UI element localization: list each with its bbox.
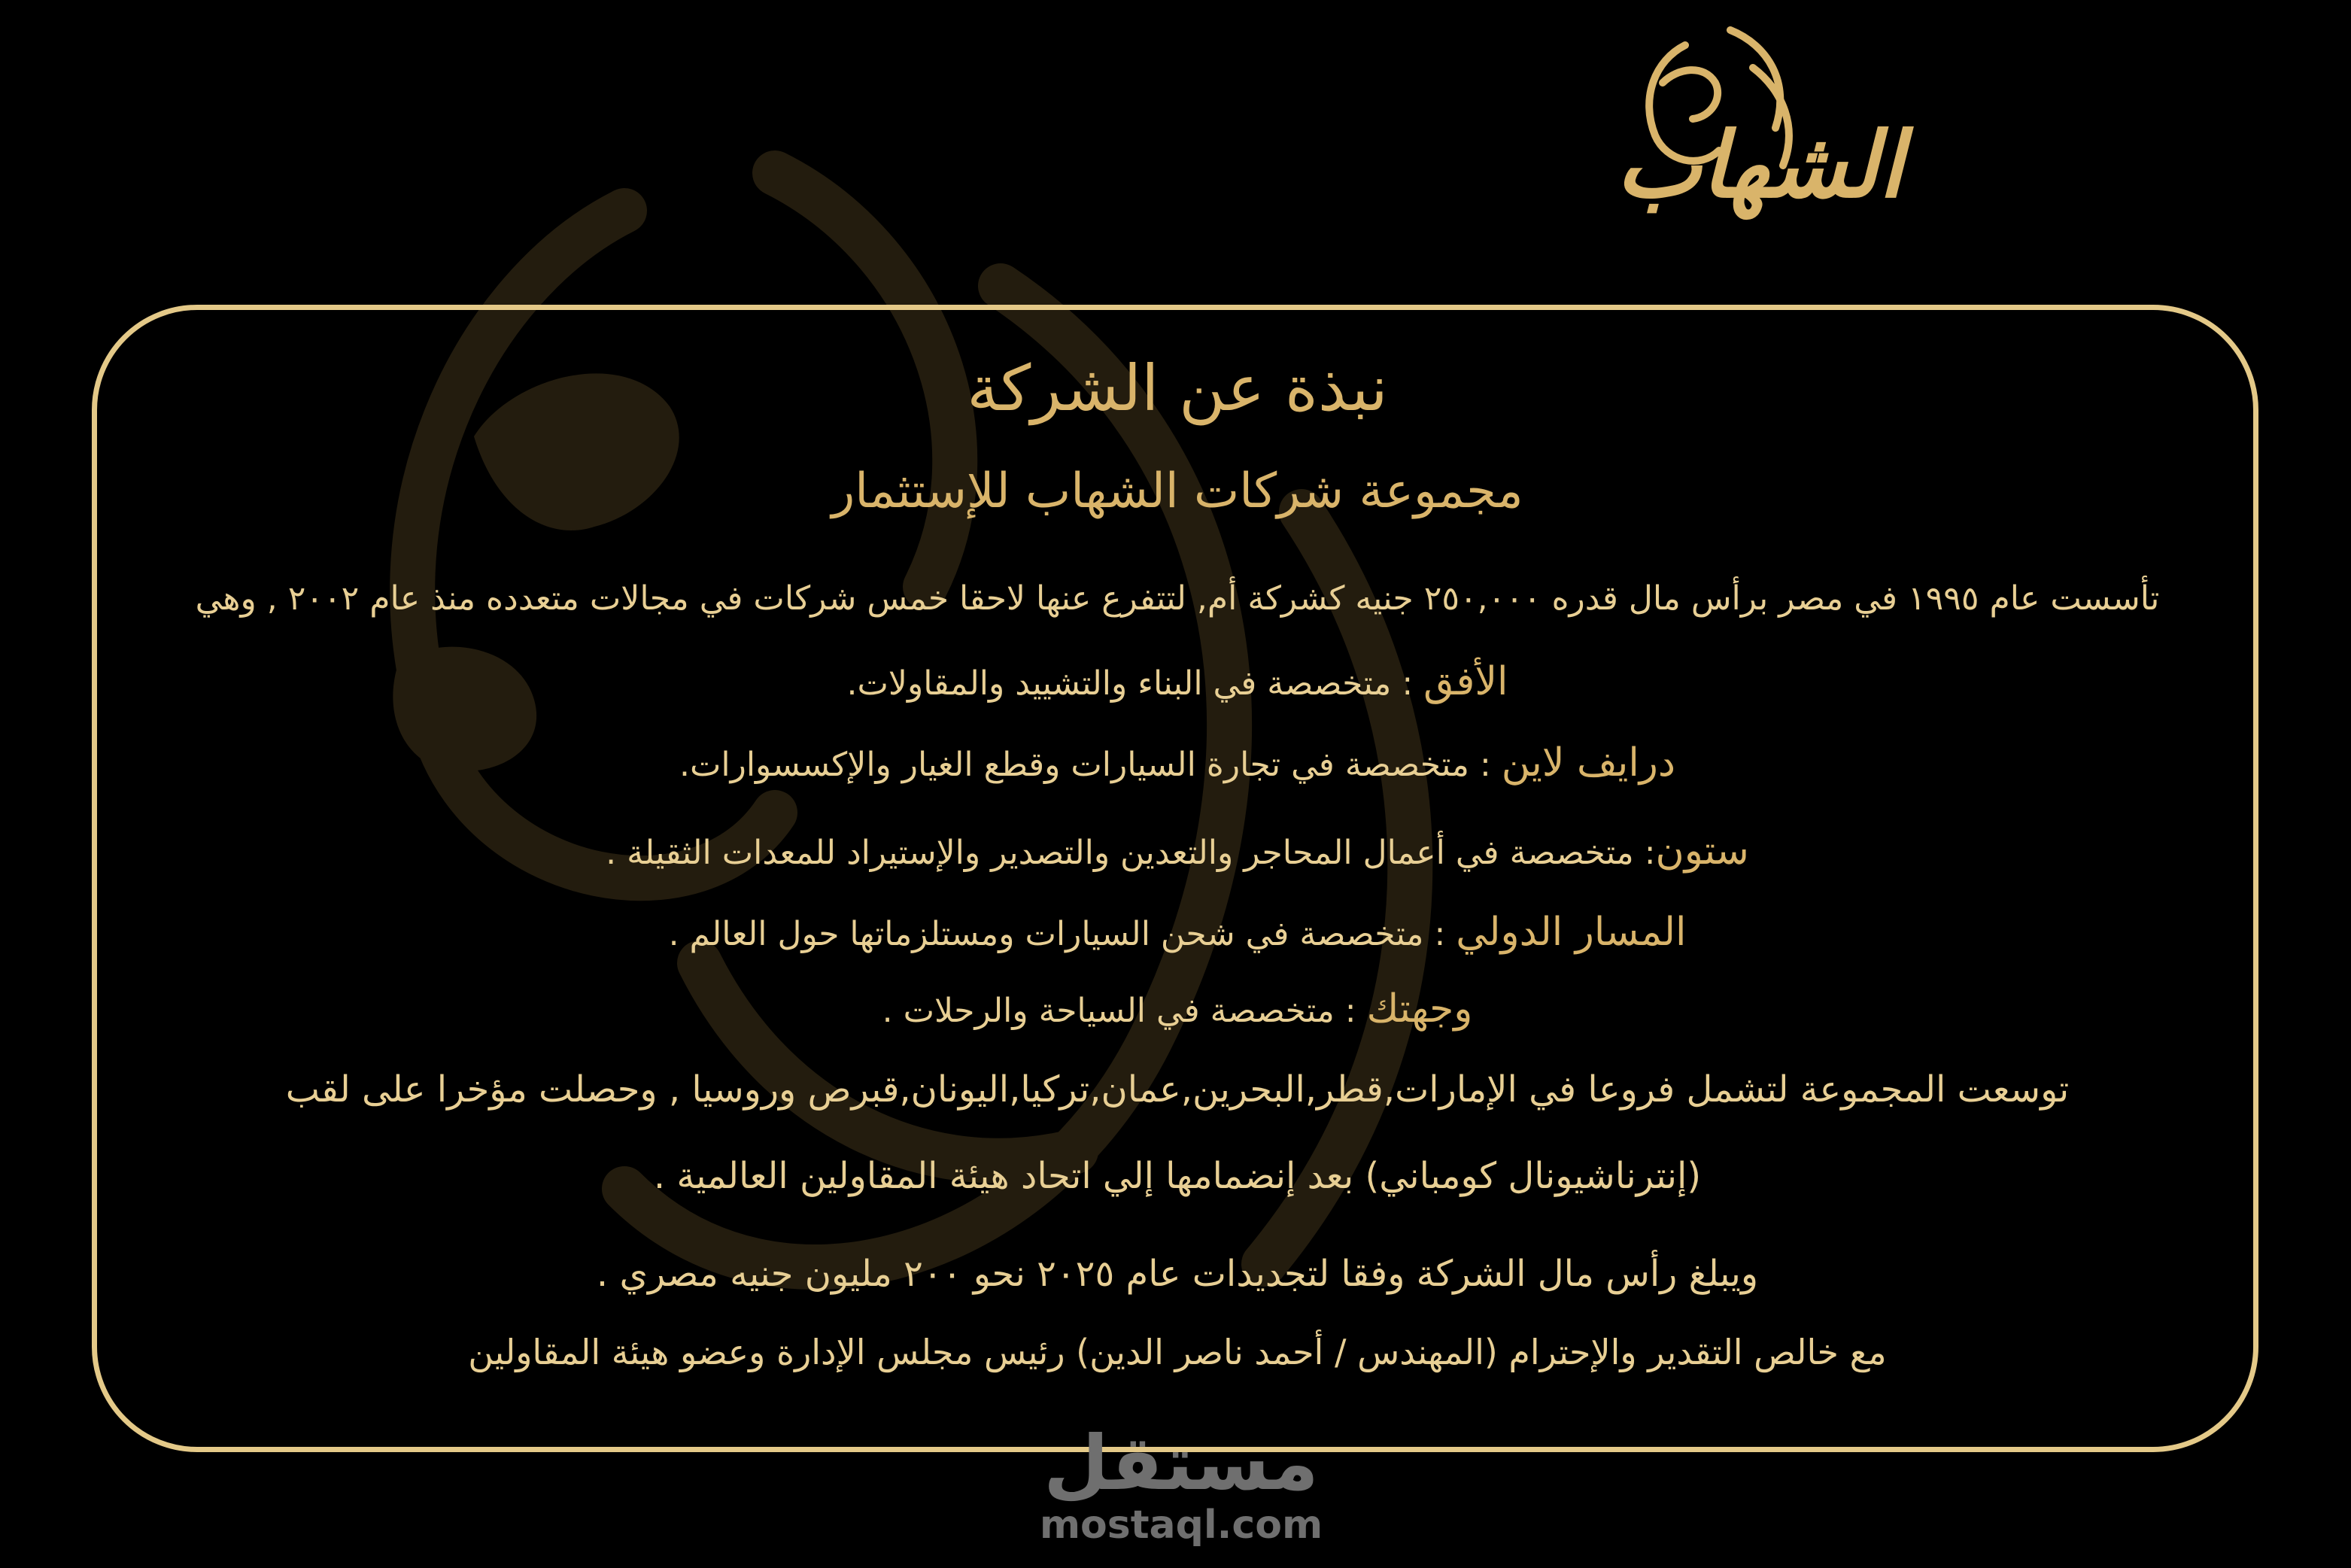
company-name: وجهتك: [1366, 986, 1473, 1032]
company-desc: : متخصصة في أعمال المحاجر والتعدين والتصدير والإستيراد للمعدات الثقيلة .: [606, 834, 1656, 872]
company-item-stone: [113, 828, 2242, 874]
company-desc: : متخصصة في تجارة السيارات وقطع الغيار والإكسسوارات.: [679, 746, 1502, 784]
mostaql-watermark: [1031, 1419, 1332, 1548]
closing-signature-text: مع خالص التقدير والإحترام (المهندس / أحمد ناصر الدين) رئيس مجلس الإدارة وعضو هيئة المقاولين: [468, 1332, 1887, 1372]
capital-text: ويبلغ رأس مال الشركة وفقا لتجديدات عام ٢٠٢٥ نحو ٢٠٠ مليون جنيه مصري .: [596, 1253, 1759, 1295]
company-item-wejhatak: [113, 986, 2242, 1032]
company-item-al-ofoq: [113, 658, 2242, 705]
company-name: ستون: [1655, 828, 1749, 874]
watermark-arabic: مستقل: [1043, 1419, 1319, 1507]
company-desc: : متخصصة في شحن السيارات ومستلزماتها حول العالم .: [668, 915, 1456, 953]
company-item-drive-line: [113, 740, 2242, 786]
page-subtitle: مجموعة شركات الشهاب للإستثمار: [831, 463, 1523, 519]
company-item-international-path: [113, 909, 2242, 956]
watermark-latin: mostaql.com: [1039, 1503, 1323, 1548]
brand-logo-text: الشهاب: [1616, 112, 1903, 218]
intro-text: تأسست عام ١٩٩٥ في مصر برأس مال قدره ٢٥٠,٠٠٠ جنيه كشركة أم, لتتفرع عنها لاحقا خمس شركات في مجالات متعدده منذ عام ٢٠٠٢ , وهي: [195, 579, 2160, 618]
company-desc: : متخصصة في البناء والتشييد والمقاولات.: [846, 664, 1424, 703]
company-name: الأفق: [1423, 659, 1508, 704]
expansion-text-line-1: توسعت المجموعة لتشمل فروعا في الإمارات,قطر,البحرين,عمان,تركيا,اليونان,قبرص وروسيا , وحصلت مؤخرا على لقب: [285, 1068, 2070, 1111]
page-title: نبذة عن الشركة: [967, 351, 1388, 425]
company-desc: : متخصصة في السياحة والرحلات .: [882, 992, 1367, 1030]
company-name: المسار الدولي: [1456, 910, 1687, 955]
company-name: درايف لاين: [1501, 740, 1676, 786]
expansion-text-line-2: (إنترناشيونال كومباني) بعد إنضمامها إلي اتحاد هيئة المقاولين العالمية .: [653, 1155, 1702, 1197]
